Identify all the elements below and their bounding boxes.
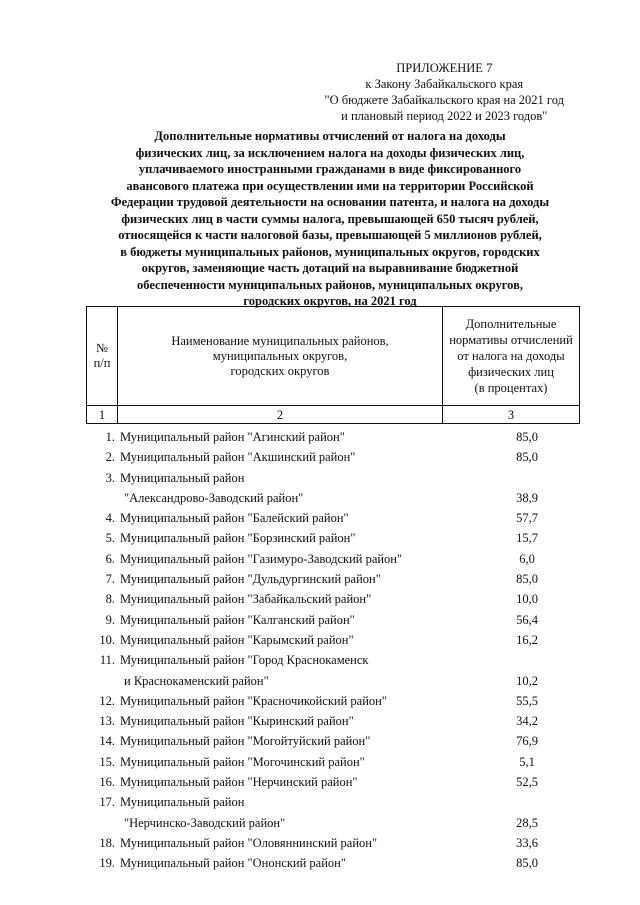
header-rate-column: Дополнительные нормативы отчислений от налога на доходы физических лиц (в процентах) (443, 307, 580, 406)
municipality-name-line: Муниципальный район "Ононский район" (120, 856, 346, 871)
table-row (86, 650, 580, 691)
municipality-name-line: Муниципальный район "Город Краснокаменск (120, 653, 369, 668)
municipality-name (119, 630, 474, 650)
municipality-name (119, 508, 474, 528)
rate-value: 34,2 (516, 714, 538, 729)
title-line: городских округов, на 2021 год (243, 294, 417, 308)
row-number: 16. (99, 775, 115, 790)
row-number: 14. (99, 734, 115, 749)
row-number: 18. (99, 835, 115, 850)
municipality-name-line: Муниципальный район "Калганский район" (120, 612, 355, 627)
rate-value: 15,7 (516, 531, 538, 546)
row-number: 13. (99, 714, 115, 729)
column-number-2: 2 (118, 406, 443, 424)
table-row (86, 792, 580, 833)
municipality-name (119, 792, 474, 833)
table-body (86, 427, 580, 874)
table-row (86, 711, 580, 731)
table-row (86, 772, 580, 792)
rate-value: 56,4 (516, 612, 538, 627)
row-number: 1. (105, 430, 115, 444)
title-line: авансового платежа при осуществлении ими на территории Российской (126, 178, 534, 193)
rate-value: 6,0 (519, 551, 535, 566)
table-row (86, 731, 580, 751)
municipality-name (119, 468, 474, 509)
column-number-1: 1 (87, 406, 118, 424)
title-line: округов, заменяющие часть дотаций на выравнивание бюджетной (141, 261, 519, 275)
municipality-name-line: Муниципальный район "Балейский район" (120, 511, 349, 526)
municipality-name-line: Муниципальный район "Забайкальский район" (120, 592, 372, 607)
appendix-header (325, 60, 564, 124)
row-number: 8. (105, 592, 115, 607)
table-row (86, 468, 580, 509)
municipality-name-line: Муниципальный район "Кыринский район" (120, 714, 354, 729)
row-number: 6. (105, 551, 115, 566)
rate-value: 55,5 (516, 693, 538, 708)
rate-value: 85,0 (516, 572, 538, 587)
rate-value: 10,2 (516, 673, 538, 688)
rate-value: 76,9 (516, 734, 538, 749)
table-row (86, 630, 580, 650)
header-number-column: № п/п (87, 307, 118, 406)
table-row (86, 833, 580, 853)
municipality-name-line: Муниципальный район (120, 795, 245, 810)
row-number: 2. (105, 450, 115, 465)
municipality-name-line: Муниципальный район "Акшинский район" (120, 450, 356, 465)
rate-value: 28,5 (516, 815, 538, 830)
municipality-name (119, 447, 474, 467)
title-line: Федерации трудовой деятельности на основании патента, и налога на доходы (110, 195, 550, 209)
municipality-name (119, 752, 474, 772)
municipality-name-line: Муниципальный район "Карымский район" (120, 632, 354, 647)
rate-value: 85,0 (516, 430, 538, 444)
header-name-column: Наименование муниципальных районов, муниципальных округов, городских округов (118, 307, 443, 406)
column-number-3: 3 (443, 406, 580, 424)
municipality-name-line: Муниципальный район "Красночикойский район" (120, 693, 387, 708)
table-row (86, 549, 580, 569)
municipality-name-line: Муниципальный район "Агинский район" (120, 430, 345, 444)
municipality-name-line: Муниципальный район "Нерчинский район" (120, 775, 358, 790)
document-title (80, 128, 580, 310)
title-line: в бюджеты муниципальных районов, муниципальных округов, городских (120, 244, 540, 259)
table-row (86, 528, 580, 548)
rate-value: 38,9 (516, 490, 538, 505)
row-number: 7. (105, 572, 115, 587)
municipality-name (119, 549, 474, 569)
row-number: 10. (99, 632, 115, 647)
row-number: 19. (99, 856, 115, 871)
municipality-name (119, 610, 474, 630)
table-row (86, 447, 580, 467)
municipality-name (119, 772, 474, 792)
municipality-name (119, 528, 474, 548)
title-line: уплачиваемого иностранными гражданами в виде фиксированного (138, 162, 522, 176)
appendix-number: ПРИЛОЖЕНИЕ 7 (396, 61, 493, 75)
row-number: 15. (99, 754, 115, 769)
municipality-name-line: Муниципальный район (120, 470, 245, 485)
municipality-name (119, 731, 474, 751)
row-number: 4. (105, 511, 115, 526)
municipality-name-line: Муниципальный район "Могойтуйский район" (120, 734, 371, 749)
rate-value: 10,0 (516, 592, 538, 607)
row-number: 5. (105, 531, 115, 546)
municipality-name (119, 691, 474, 711)
municipality-name (119, 427, 474, 447)
title-line: физических лиц, за исключением налога на доходы физических лиц, (135, 145, 525, 160)
table-row (86, 691, 580, 711)
appendix-law-ref: к Закону Забайкальского края (365, 77, 524, 91)
table-row (86, 427, 580, 447)
rate-value: 16,2 (516, 632, 538, 647)
rate-value: 52,5 (516, 775, 538, 790)
row-number: 9. (105, 612, 115, 627)
municipality-name-line: Муниципальный район "Газимуро-Заводский район" (120, 551, 403, 566)
table-header (86, 306, 580, 424)
municipality-name (119, 650, 474, 691)
row-number: 11. (99, 653, 115, 668)
municipality-name-line: Муниципальный район "Дульдургинский район" (120, 572, 381, 587)
rate-value: 85,0 (516, 450, 538, 465)
municipality-name-line: Муниципальный район "Могочинский район" (120, 754, 365, 769)
title-line: относящейся к части налоговой базы, превышающей 5 миллионов рублей, (118, 228, 542, 242)
table-row (86, 589, 580, 609)
title-line: Дополнительные нормативы отчислений от налога на доходы (154, 129, 506, 143)
appendix-law-title: "О бюджете Забайкальского края на 2021 год (324, 93, 564, 107)
rate-value: 85,0 (516, 856, 538, 871)
table-row (86, 508, 580, 528)
table-row (86, 610, 580, 630)
row-number: 3. (105, 470, 115, 485)
title-line: обеспеченности муниципальных районов, муниципальных округов, (137, 277, 523, 292)
municipality-name (119, 711, 474, 731)
municipality-name (119, 853, 474, 873)
municipality-name (119, 833, 474, 853)
municipality-name-line: "Нерчинско-Заводский район" (124, 815, 286, 830)
table-row (86, 853, 580, 873)
row-number: 17. (99, 795, 115, 810)
municipality-name-line: Муниципальный район "Борзинский район" (120, 531, 356, 546)
municipality-name-line: и Краснокаменский район" (124, 673, 269, 688)
table-row (86, 752, 580, 772)
title-line: физических лиц в части суммы налога, превышающей 650 тысяч рублей, (121, 211, 539, 226)
municipality-name-line: "Александрово-Заводский район" (124, 490, 304, 505)
table-row (86, 569, 580, 589)
municipality-name (119, 569, 474, 589)
municipality-name (119, 589, 474, 609)
row-number: 12. (99, 693, 115, 708)
rate-value: 5,1 (519, 754, 535, 769)
rate-value: 33,6 (516, 835, 538, 850)
municipality-name-line: Муниципальный район "Оловяннинский район" (120, 835, 378, 850)
rate-value: 57,7 (516, 511, 538, 526)
appendix-law-period: и плановый период 2022 и 2023 годов" (341, 109, 548, 123)
